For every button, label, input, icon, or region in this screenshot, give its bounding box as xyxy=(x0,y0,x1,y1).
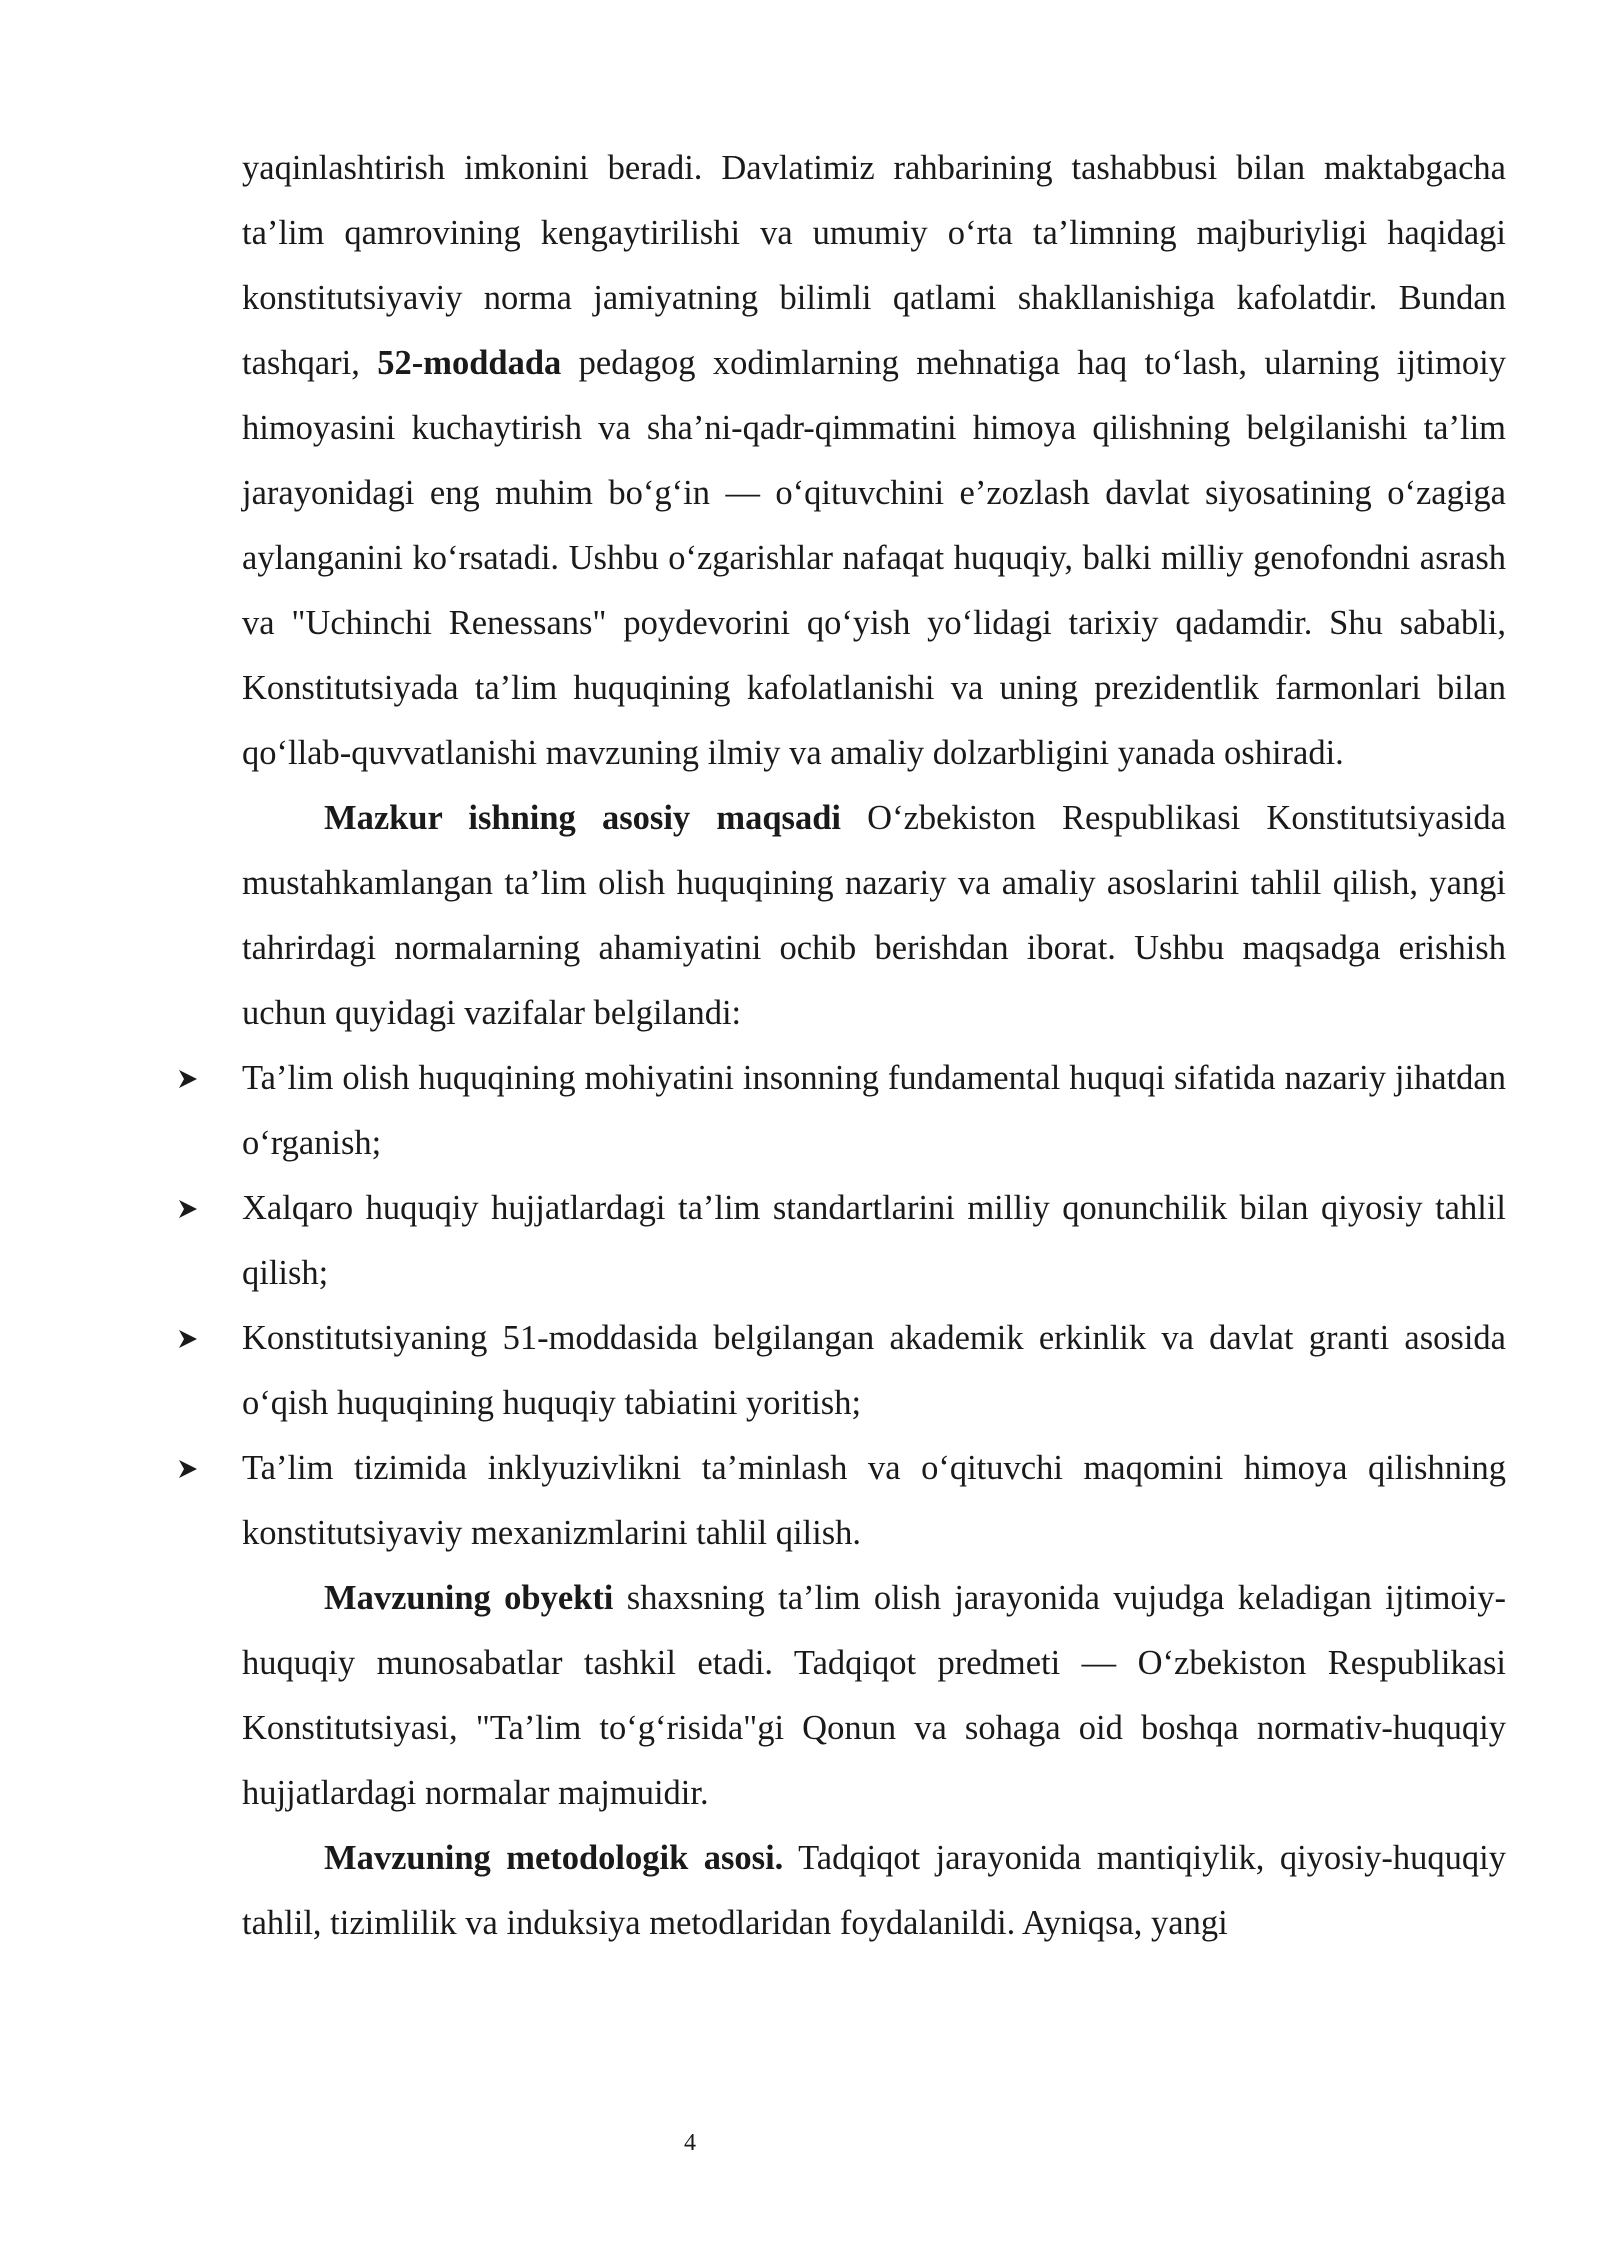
page-number: 4 xyxy=(684,2130,696,2156)
arrowhead-bullet-icon xyxy=(174,1176,202,1241)
task-text: Konstitutsiyaning 51-moddasida belgilangan akademik erkinlik va davlat granti asosida o‘qish huquqining huquqiy tabiatini yoritish; xyxy=(242,1319,1506,1422)
methodology-heading: Mavzuning metodologik asosi. xyxy=(324,1839,784,1877)
list-item xyxy=(242,1176,1506,1306)
task-text: Ta’lim tizimida inklyuzivlikni ta’minlash va o‘qituvchi maqomini himoya qilishning konstitutsiyaviy mexanizmlarini tahlil qilish. xyxy=(242,1449,1506,1552)
task-text: Ta’lim olish huquqining mohiyatini insonning fundamental huquqi sifatida nazariy jihatdan o‘rganish; xyxy=(242,1059,1506,1162)
purpose-heading: Mazkur ishning asosiy maqsadi xyxy=(324,799,841,837)
object-heading: Mavzuning obyekti xyxy=(324,1579,614,1617)
tasks-list xyxy=(242,1046,1506,1566)
arrowhead-bullet-icon xyxy=(174,1436,202,1501)
methodology-text: Tadqiqot jarayonida mantiqiylik, qiyosiy-huquqiy tahlil, tizimlilik va induksiya metodlaridan foydalanildi. Ayniqsa, yangi xyxy=(242,1839,1506,1942)
object-text: shaxsning ta’lim olish jarayonida vujudga keladigan ijtimoiy-huquqiy munosabatlar tashkil etadi. Tadqiqot predmeti — O‘zbekiston Respublikasi Konstitutsiyasi, "Ta’lim to‘g‘risida"gi Qonun va sohaga oid boshqa normativ-huquqiy hujjatlardagi normalar majmuidir. xyxy=(242,1579,1507,1812)
article-52-reference: 52-moddada xyxy=(377,344,562,382)
task-text: Xalqaro huquqiy hujjatlardagi ta’lim standartlarini milliy qonunchilik bilan qiyosiy tahlil qilish; xyxy=(242,1189,1506,1292)
list-item xyxy=(242,1306,1506,1436)
paragraph-object xyxy=(242,1566,1506,1826)
purpose-text: O‘zbekiston Respublikasi Konstitutsiyasida mustahkamlangan ta’lim olish huquqining nazariy va amaliy asoslarini tahlil qilish, yangi tahrirdagi normalarning ahamiyatini ochib berishdan iborat. Ushbu maqsadga erishish uchun quyidagi vazifalar belgilandi: xyxy=(242,799,1506,1032)
arrowhead-bullet-icon xyxy=(174,1306,202,1371)
page-body xyxy=(242,136,1506,1956)
paragraph-purpose xyxy=(242,786,1506,1046)
paragraph-1-text-start: yaqinlashtirish imkonini beradi. Davlatimiz rahbarining tashabbusi bilan maktabgacha ta’lim qamrovining kengaytirilishi va umumiy o‘rta ta’limning majburiyligi haqidagi konstitutsiyaviy norma jamiyatning bilimli qatlami shakllanishiga kafolatdir. Bundan tashqari, xyxy=(242,149,1506,382)
list-item xyxy=(242,1436,1506,1566)
paragraph-1-text-end: pedagog xodimlarning mehnatiga haq to‘lash, ularning ijtimoiy himoyasini kuchaytirish va sha’ni-qadr-qimmatini himoya qilishning belgilanishi ta’lim jarayonidagi eng muhim bo‘g‘in — o‘qituvchini e’zozlash davlat siyosatining o‘zagiga aylanganini ko‘rsatadi. Ushbu o‘zgarishlar nafaqat huquqiy, balki milliy genofondni asrash va "Uchinchi Renessans" poydevorini qo‘yish yo‘lidagi tarixiy qadamdir. Shu sababli, Konstitutsiyada ta’lim huquqining kafolatlanishi va uning prezidentlik farmonlari bilan qo‘llab-quvvatlanishi mavzuning ilmiy va amaliy dolzarbligini yanada oshiradi. xyxy=(242,344,1507,772)
list-item xyxy=(242,1046,1506,1176)
arrowhead-bullet-icon xyxy=(174,1046,202,1111)
paragraph-methodology xyxy=(242,1826,1506,1956)
paragraph-continuation xyxy=(242,136,1506,786)
